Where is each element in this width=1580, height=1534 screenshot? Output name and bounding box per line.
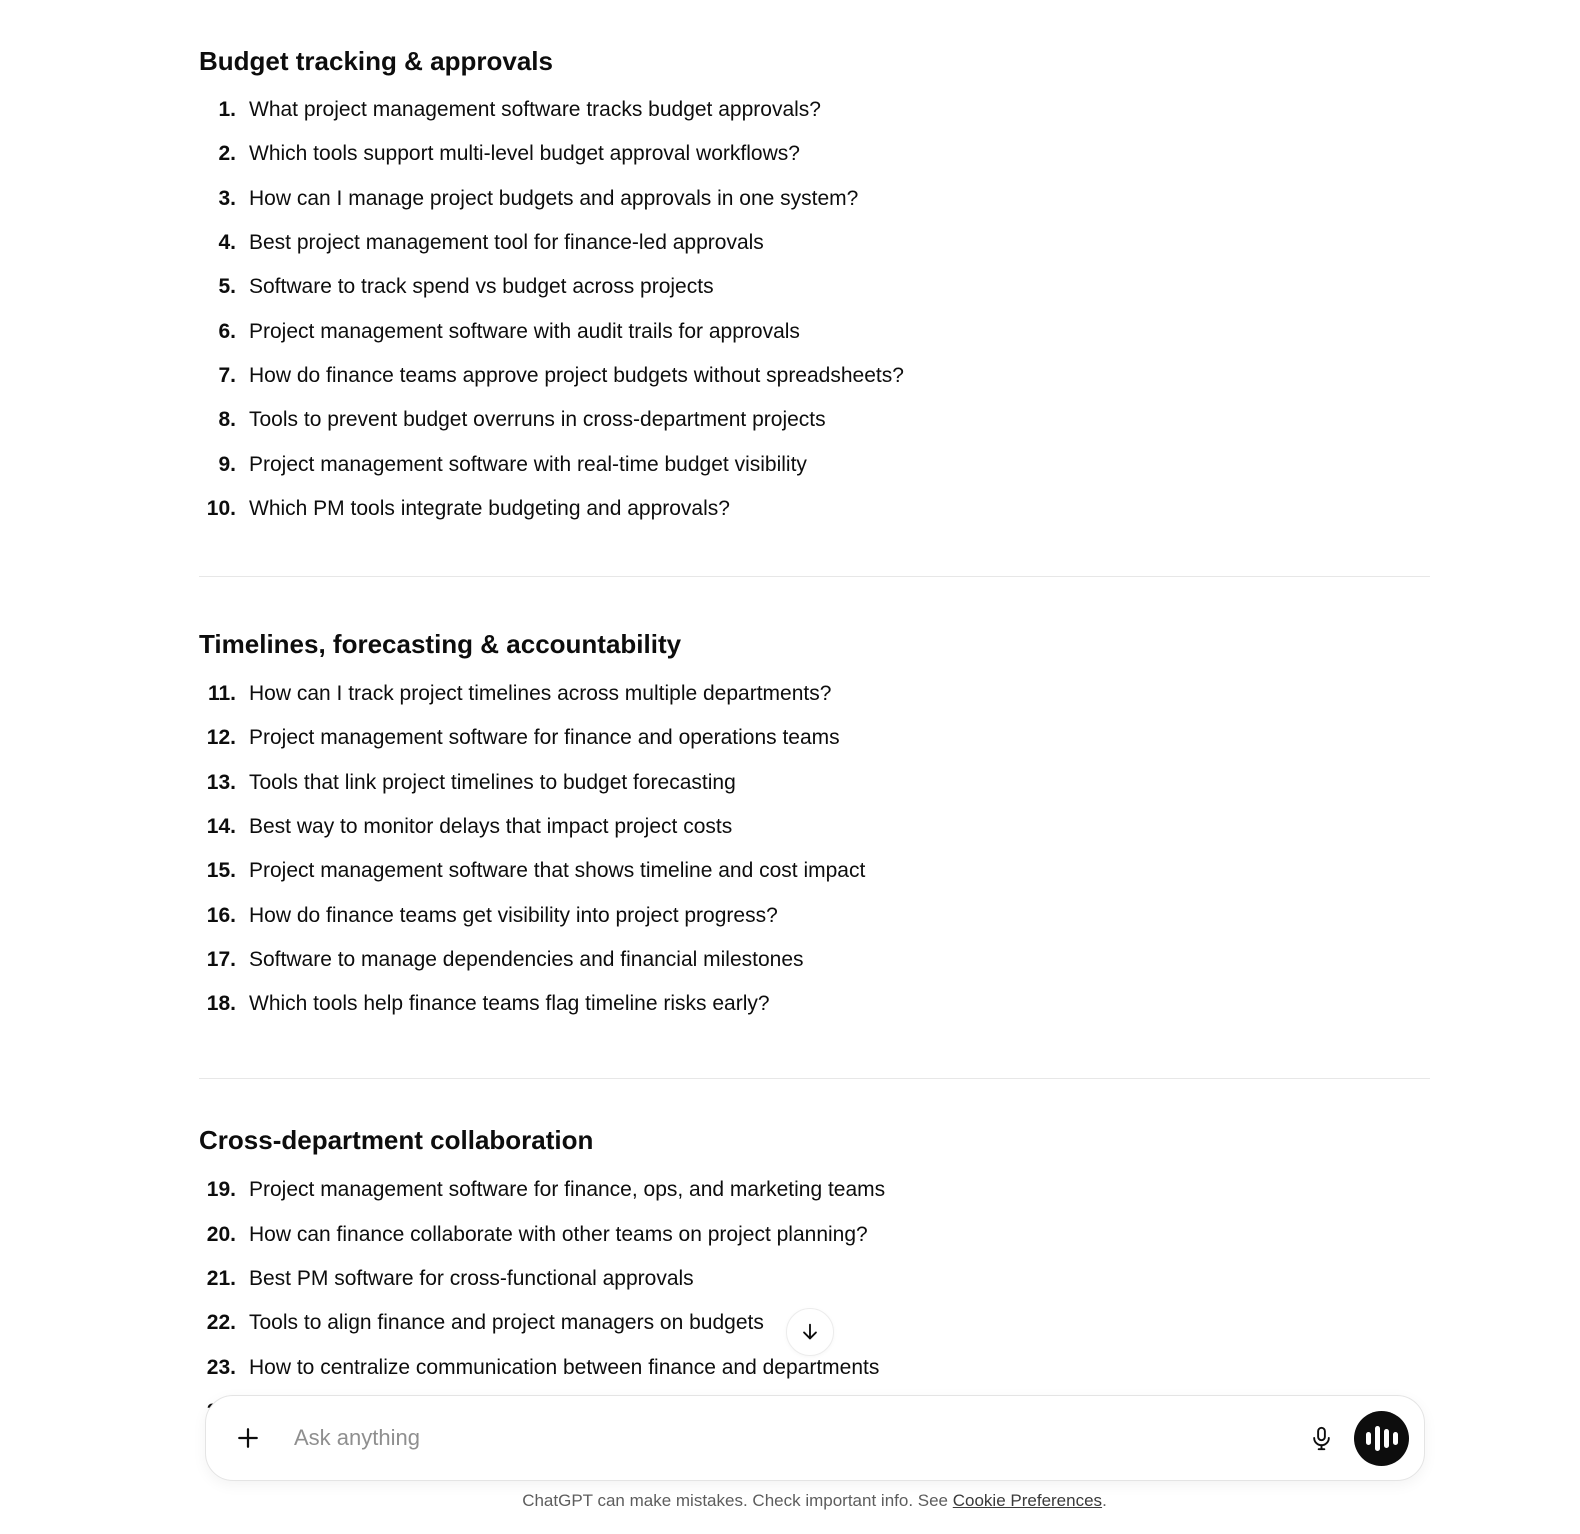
section-divider — [199, 1078, 1430, 1079]
disclaimer-period: . — [1102, 1491, 1107, 1510]
cookie-preferences-link[interactable]: Cookie Preferences — [952, 1491, 1103, 1510]
item-number: 1. — [218, 98, 236, 122]
disclaimer-footer — [199, 1491, 1430, 1511]
chat-message-content — [199, 0, 1430, 1434]
item-number: 17. — [206, 947, 236, 971]
item-text: Project management software with real-time budget visibility — [249, 452, 807, 476]
item-number: 18. — [206, 992, 236, 1016]
list-item — [199, 265, 1430, 309]
item-text: Project management software for finance, ops, and marketing teams — [249, 1178, 886, 1202]
list-item — [199, 982, 1430, 1026]
list-item — [199, 1168, 1430, 1212]
item-text: Which PM tools integrate budgeting and approvals? — [249, 496, 730, 520]
item-number: 15. — [206, 859, 236, 883]
list-item — [199, 716, 1430, 760]
list-item — [199, 938, 1430, 982]
list-item — [199, 487, 1430, 531]
item-number: 13. — [206, 770, 236, 794]
attach-plus-button[interactable] — [229, 1419, 267, 1457]
message-input[interactable] — [292, 1424, 1301, 1452]
item-text: Project management software with audit trails for approvals — [249, 319, 800, 343]
item-number: 5. — [218, 275, 236, 299]
list-item — [199, 442, 1430, 486]
item-text: Best PM software for cross-functional approvals — [249, 1267, 694, 1291]
section-cross-department — [199, 1123, 1430, 1434]
scroll-to-bottom-button[interactable] — [786, 1308, 834, 1356]
list-item — [199, 1213, 1430, 1257]
item-text: How can I track project timelines across multiple departments? — [249, 682, 832, 706]
item-text: How can I manage project budgets and approvals in one system? — [249, 186, 859, 210]
item-text: Tools to prevent budget overruns in cross-department projects — [249, 408, 826, 432]
item-number: 20. — [206, 1222, 236, 1246]
item-text: Software to manage dependencies and financial milestones — [249, 947, 804, 971]
item-text: Which tools help finance teams flag timeline risks early? — [249, 992, 770, 1016]
list-item — [199, 132, 1430, 176]
section-heading: Cross-department collaboration — [199, 1125, 594, 1156]
voice-mode-button[interactable] — [1354, 1411, 1409, 1466]
list-item — [199, 893, 1430, 937]
list-item — [199, 398, 1430, 442]
list-item — [199, 1257, 1430, 1301]
item-number: 12. — [206, 726, 236, 750]
item-text: Best project management tool for finance-led approvals — [249, 231, 764, 255]
list-item — [199, 672, 1430, 716]
item-text: Which tools support multi-level budget approval workflows? — [249, 142, 800, 166]
item-text: Best way to monitor delays that impact project costs — [249, 815, 733, 838]
item-text: How do finance teams get visibility into project progress? — [249, 903, 778, 927]
list-item — [199, 177, 1430, 221]
list-item — [199, 309, 1430, 353]
composer[interactable] — [205, 1395, 1425, 1481]
list-item — [199, 88, 1430, 132]
section-timelines-forecasting — [199, 627, 1430, 1026]
plus-icon — [234, 1424, 262, 1452]
item-number: 6. — [218, 319, 236, 343]
item-text: What project management software tracks budget approvals? — [249, 98, 821, 122]
section-budget-tracking — [199, 44, 1430, 531]
section-heading: Timelines, forecasting & accountability — [199, 628, 682, 659]
item-number: 8. — [218, 408, 236, 432]
item-number: 2. — [218, 142, 236, 166]
list-item — [199, 354, 1430, 398]
list-item — [199, 221, 1430, 265]
item-number: 21. — [206, 1267, 236, 1291]
list-item — [199, 849, 1430, 893]
section-heading: Budget tracking & approvals — [199, 46, 553, 76]
item-text: How to centralize communication between finance and departments — [249, 1355, 880, 1379]
item-text: Project management software for finance and operations teams — [249, 726, 840, 750]
item-number: 16. — [206, 903, 236, 927]
item-number: 22. — [206, 1311, 236, 1335]
question-list — [199, 88, 1430, 531]
question-list — [199, 672, 1430, 1026]
item-number: 10. — [206, 496, 236, 520]
item-text: How can finance collaborate with other teams on project planning? — [249, 1222, 868, 1246]
section-divider — [199, 576, 1430, 577]
item-number: 11. — [207, 682, 236, 706]
dictate-button[interactable] — [1301, 1418, 1341, 1458]
list-item — [199, 761, 1430, 805]
item-text: How do finance teams approve project budgets without spreadsheets? — [249, 363, 904, 387]
item-number: 3. — [218, 186, 236, 210]
waveform-icon — [1366, 1426, 1398, 1451]
item-number: 23. — [206, 1355, 236, 1379]
item-text: Tools that link project timelines to budget forecasting — [249, 770, 736, 794]
item-text: Tools to align finance and project managers on budgets — [249, 1311, 764, 1335]
item-number: 14. — [206, 815, 236, 838]
item-number: 7. — [218, 363, 236, 387]
arrow-down-icon — [799, 1321, 821, 1343]
item-text: Software to track spend vs budget across projects — [249, 275, 714, 299]
item-number: 19. — [206, 1178, 236, 1202]
disclaimer-text: ChatGPT can make mistakes. Check important info. See — [522, 1491, 953, 1510]
microphone-icon — [1308, 1425, 1335, 1452]
list-item — [199, 805, 1430, 849]
item-number: 9. — [218, 452, 236, 476]
item-text: Project management software that shows timeline and cost impact — [249, 859, 866, 883]
item-number: 4. — [218, 231, 236, 255]
